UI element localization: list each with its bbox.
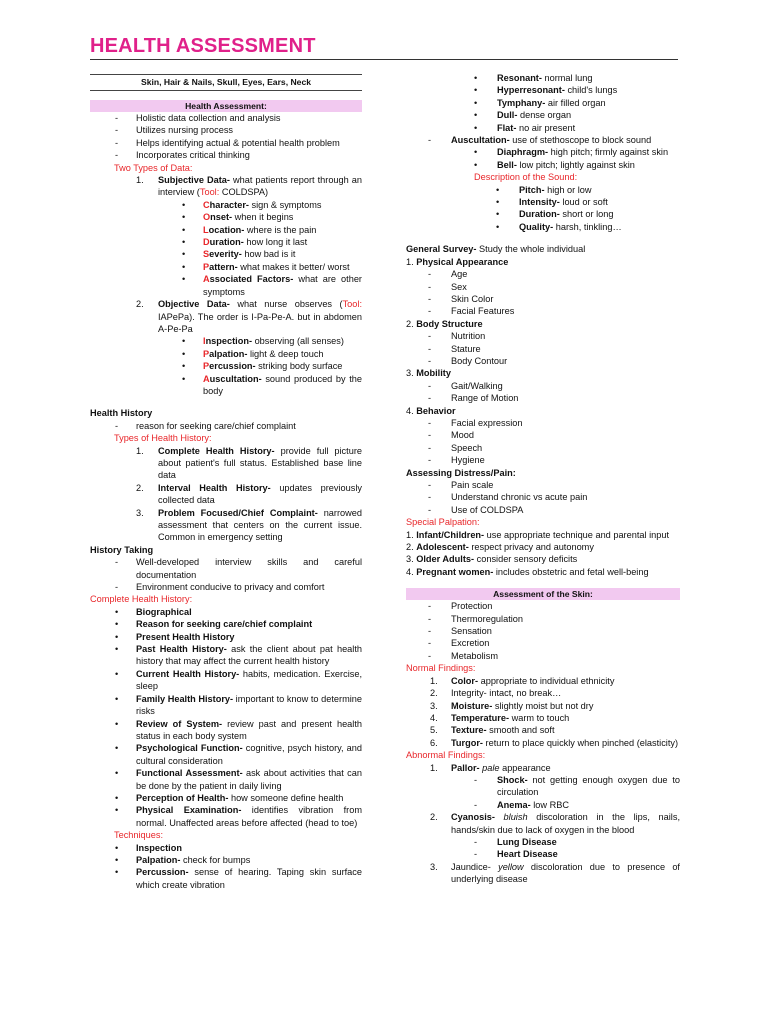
list-item: - Shock- not getting enough oxygen due to circulation xyxy=(474,774,680,798)
auscultation-item: - Auscultation- use of stethoscope to block sound xyxy=(428,135,652,146)
list-item: • Perception of Health- how someone define health xyxy=(115,792,344,803)
list-item: • Review of System- review past and present health status in each body system xyxy=(115,718,362,741)
percussion-sounds-list xyxy=(406,72,680,134)
list-item: 4. Temperature- warm to touch xyxy=(430,712,570,723)
complete-health-history-heading: Complete Health History: xyxy=(90,594,193,605)
list-item: 5. Texture- smooth and soft xyxy=(430,725,555,736)
techniques-heading: Techniques: xyxy=(114,830,164,841)
list-item: • Onset- when it begins xyxy=(182,212,294,223)
list-item: • Bell- low pitch; lightly against skin xyxy=(474,159,635,170)
list-item: 2. Interval Health History- updates previously collected data xyxy=(136,482,362,506)
list-item: • Hyperresonant- child's lungs xyxy=(474,85,618,96)
health-assessment-header: Health Assessment: xyxy=(90,100,362,112)
list-item: - Utilizes nursing process xyxy=(115,125,234,136)
two-types-heading: Two Types of Data: xyxy=(114,162,193,173)
list-item: • Present Health History xyxy=(115,631,235,642)
general-survey-group: 3. Mobility xyxy=(406,368,451,379)
general-survey-group: 2. Body Structure xyxy=(406,318,483,329)
stethoscope-list xyxy=(406,146,680,171)
document-subtitle: Skin, Hair & Nails, Skull, Eyes, Ears, Neck xyxy=(90,74,362,91)
list-item: - Gait/Walking xyxy=(428,380,503,391)
list-item: 1. Complete Health History- provide full picture about patient's full status. Established base line data xyxy=(136,445,362,481)
distress-pain-heading: Assessing Distress/Pain: xyxy=(406,467,516,478)
coldspa-list xyxy=(90,199,362,298)
list-item: - Protection xyxy=(428,601,493,612)
list-item: - Holistic data collection and analysis xyxy=(115,113,281,123)
list-item: 4. Pregnant women- includes obstetric and fetal well-being xyxy=(406,566,649,577)
list-item: • Inspection- observing (all senses) xyxy=(182,336,344,347)
special-palpation-heading: Special Palpation: xyxy=(406,517,480,528)
list-item: - Stature xyxy=(428,343,481,354)
abnormal-findings-heading: Abnormal Findings: xyxy=(406,750,486,761)
list-item: • Pitch- high or low xyxy=(496,184,592,195)
list-item: • Current Health History- habits, medication. Exercise, sleep xyxy=(115,668,362,692)
list-item: - Helps identifying actual & potential health problem xyxy=(115,137,340,148)
list-item: • Inspection xyxy=(115,842,182,853)
list-item: • Tymphany- air filled organ xyxy=(474,97,606,108)
list-item: - Skin Color xyxy=(428,293,494,304)
list-item: • Duration- how long it last xyxy=(182,237,308,248)
list-item: 6. Turgor- return to place quickly when pinched (elasticity) xyxy=(430,737,679,748)
jaundice-item: 3. Jaundice- yellow discoloration due to presence of underlying disease xyxy=(430,861,680,885)
description-sound-heading: Description of the Sound: xyxy=(474,172,578,183)
skin-assessment-header: Assessment of the Skin: xyxy=(406,588,680,600)
list-item: • Duration- short or long xyxy=(496,209,614,220)
pallor-causes-list xyxy=(406,774,680,811)
list-item: - Thermoregulation xyxy=(428,613,524,624)
list-item: - Body Contour xyxy=(428,355,508,366)
right-column xyxy=(406,72,680,886)
history-taking-list xyxy=(90,556,362,593)
list-item: • Reason for seeking care/chief complaint xyxy=(115,619,313,630)
list-item: - Metabolism xyxy=(428,650,498,661)
list-item: 3. Problem Focused/Chief Complaint- narrowed assessment that centers on the current issue. Common in emergency setting xyxy=(136,507,363,543)
list-item: • Dull- dense organ xyxy=(474,110,572,121)
list-item: • Character- sign & symptoms xyxy=(182,199,322,210)
list-item: • Percussion- striking body surface xyxy=(182,361,343,372)
list-item: 1. Color- appropriate to individual ethnicity xyxy=(430,675,615,686)
list-item: • Intensity- loud or soft xyxy=(496,197,608,208)
objective-data-item: 2. Objective Data- what nurse observes (Tool: IAPePa). The order is I-Pa-Pe-A. but in abdomen A-Pe-Pa xyxy=(136,299,362,334)
pallor-item: 1. Pallor- pale appearance xyxy=(430,762,551,773)
list-item: - Age xyxy=(428,269,468,280)
special-palpation-list xyxy=(406,529,680,579)
general-survey-group: 1. Physical Appearance xyxy=(406,256,509,267)
list-item: • Palpation- check for bumps xyxy=(115,854,251,865)
list-item: • Associated Factors- what are other symptoms xyxy=(182,274,362,297)
list-item: • Location- where is the pain xyxy=(182,224,317,235)
list-item: • Severity- how bad is it xyxy=(182,249,296,260)
list-item: • Family Health History- important to know to determine risks xyxy=(115,693,362,717)
list-item: - reason for seeking care/chief complaint xyxy=(115,420,296,431)
list-item: - Excretion xyxy=(428,638,490,649)
list-item: • Physical Examination- identifies vibration from normal. Unaffected areas before affected (head to toe) xyxy=(115,805,362,828)
health-history-heading: Health History xyxy=(90,408,153,419)
list-item: • Pattern- what makes it better/ worst xyxy=(182,261,350,272)
list-item: - Mood xyxy=(428,430,474,441)
list-item: - Hygiene xyxy=(428,455,485,466)
cyanosis-causes-list xyxy=(406,836,680,861)
cyanosis-item: 2. Cyanosis- bluish discoloration in the lips, nails, hands/skin due to lack of oxygen in the blood xyxy=(430,812,680,835)
page-title: HEALTH ASSESSMENT xyxy=(90,35,316,57)
complete-health-history-list xyxy=(90,606,362,829)
list-item: 1. Infant/Children- use appropriate technique and parental input xyxy=(406,529,670,540)
list-item: - Understand chronic vs acute pain xyxy=(428,492,588,503)
general-survey-list xyxy=(406,256,680,467)
list-item: - Pain scale xyxy=(428,480,494,490)
list-item: 2. Adolescent- respect privacy and autonomy xyxy=(406,542,594,553)
list-item: 2. Integrity- intact, no break… xyxy=(430,688,562,699)
list-item: • Psychological Function- cognitive, psych history, and cultural consideration xyxy=(115,743,362,766)
list-item: - Range of Motion xyxy=(428,393,519,404)
general-survey-group: 4. Behavior xyxy=(406,405,456,416)
list-item: - Facial Features xyxy=(428,306,515,317)
history-taking-heading: History Taking xyxy=(90,544,154,555)
sound-description-list xyxy=(406,184,680,234)
list-item: • Percussion- sense of hearing. Taping skin surface which create vibration xyxy=(115,867,362,890)
list-item: - Environment conducive to privacy and comfort xyxy=(115,582,325,593)
list-item: • Past Health History- ask the client about pat health history that may affect the current health history xyxy=(115,644,362,667)
general-survey-heading: General Survey- Study the whole individual xyxy=(406,244,586,255)
list-item: - Use of COLDSPA xyxy=(428,504,524,515)
list-item: 3. Moisture- slightly moist but not dry xyxy=(430,700,594,711)
list-item: - Heart Disease xyxy=(474,849,558,860)
types-health-history-list xyxy=(90,445,362,544)
list-item: • Flat- no air present xyxy=(474,122,576,133)
list-item: 3. Older Adults- consider sensory deficits xyxy=(406,554,578,565)
skin-functions-list xyxy=(406,600,680,662)
list-item: - Nutrition xyxy=(428,331,486,342)
subjective-data-item: 1. Subjective Data- what patients report through an interview (Tool: COLDSPA) xyxy=(136,175,362,198)
normal-findings-heading: Normal Findings: xyxy=(406,663,476,674)
list-item: • Resonant- normal lung xyxy=(474,73,593,83)
techniques-list xyxy=(90,842,362,892)
list-item: • Auscultation- sound produced by the body xyxy=(182,373,362,396)
list-item: - Well-developed interview skills and careful documentation xyxy=(115,557,362,580)
list-item: • Biographical xyxy=(115,606,192,617)
title-divider xyxy=(90,59,678,60)
list-item: - Sex xyxy=(428,281,467,292)
list-item: - Sensation xyxy=(428,626,492,637)
list-item: - Speech xyxy=(428,442,483,453)
list-item: - Lung Disease xyxy=(474,836,557,847)
health-assessment-list xyxy=(90,112,362,162)
list-item: • Diaphragm- high pitch; firmly against skin xyxy=(474,147,669,158)
distress-pain-list xyxy=(406,479,680,516)
list-item: • Functional Assessment- ask about activities that can be done by the patient in daily living xyxy=(115,768,362,791)
iapepa-list xyxy=(90,335,362,397)
list-item: - Incorporates critical thinking xyxy=(115,150,250,161)
types-health-history-heading: Types of Health History: xyxy=(114,433,212,444)
list-item: • Quality- harsh, tinkling… xyxy=(496,221,622,232)
list-item: • Palpation- light & deep touch xyxy=(182,348,324,359)
left-column xyxy=(90,100,362,891)
list-item: - Facial expression xyxy=(428,417,523,428)
list-item: - Anema- low RBC xyxy=(474,799,569,810)
normal-findings-list xyxy=(406,675,680,749)
